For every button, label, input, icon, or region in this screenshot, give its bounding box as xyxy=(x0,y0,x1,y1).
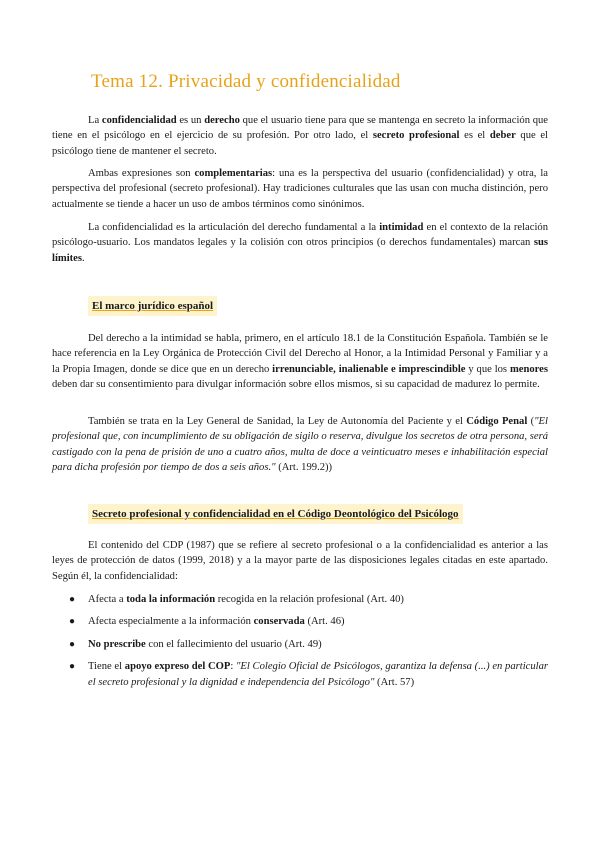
list-item: ● Tiene el apoyo expreso del COP: "El Colegio Oficial de Psicólogos, garantiza la defensa (...) en particular el secreto profesional y la dignidad e independencia del Psicólogo" (Art. 57) xyxy=(69,661,549,688)
paragraph-intimidad: La confidencialidad es la articulación del derecho fundamental a la intimidad en el contexto de la relación psicólogo-usuario. Los mandatos legales y la colisión con otros principios (o derechos fundamentales) marcan sus límites. xyxy=(52,222,548,264)
list-item: ● No prescribe con el fallecimiento del usuario (Art. 49) xyxy=(52,637,548,652)
section-heading-codigo-deontologico: Secreto profesional y confidencialidad en el Código Deontológico del Psicólogo xyxy=(88,504,463,524)
paragraph-confidencialidad: La confidencialidad es un derecho que el usuario tiene para que se mantenga en secreto la información que tiene en el psicólogo en el ejercicio de su profesión. Por otro lado, el secreto profesional es el deber que el psicólogo tiene de mantener el secreto. xyxy=(52,115,548,157)
paragraph-derecho-intimidad: Del derecho a la intimidad se habla, primero, en el artículo 18.1 de la Constitución Española. También se le hace referencia en la Ley Orgánica de Protección Civil del Derecho al Honor, a la Intimidad Personal y Familiar y a la Propia Imagen, donde se dice que en un derecho irrenunciable, inalienable e imprescindible y que los menores deben dar su consentimiento para divulgar información sobre ellos mismos, si su capacidad de madurez lo permite. xyxy=(52,333,548,391)
list-item: ● Afecta especialmente a la información conservada (Art. 46) xyxy=(52,614,548,629)
section-heading-marco-juridico: El marco jurídico español xyxy=(88,296,217,316)
bullet-icon: ● xyxy=(69,594,76,605)
paragraph-codigo-penal: También se trata en la Ley General de Sanidad, la Ley de Autonomía del Paciente y el Código Penal ("El profesional que, con incumplimiento de su obligación de sigilo o reserva, divulgue los secretos de otra persona, será castigado con la pena de prisión de uno a cuatro años, multa de doce a veinticuatro meses e inhabilitación especial para dicha profesión por tiempo de dos a seis años." (Art. 199.2)) xyxy=(52,416,548,474)
confidencialidad-list xyxy=(52,592,548,690)
paragraph-complementarias: Ambas expresiones son complementarias: una es la perspectiva del usuario (confidencialidad) y otra, la perspectiva del profesional (secreto profesional). Hay tradiciones culturales que las usan con mucha distinción, pero actualmente se tiende a hacer un uso de ambos términos como sinónimos. xyxy=(52,168,548,210)
bullet-icon: ● xyxy=(69,638,76,650)
paragraph-cdp: El contenido del CDP (1987) que se refiere al secreto profesional o a la confidencialidad es anterior a las leyes de protección de datos (1999, 2018) y a la mayor parte de las disposiciones legales citadas en este apartado. Según él, la confidencialidad: xyxy=(52,540,548,582)
page-title: Tema 12. Privacidad y confidencialidad xyxy=(91,71,401,92)
list-item: ● Afecta a toda la información recogida en la relación profesional (Art. 40) xyxy=(52,592,548,607)
bullet-icon: ● xyxy=(69,616,76,628)
bullet-icon: ● xyxy=(69,661,76,673)
